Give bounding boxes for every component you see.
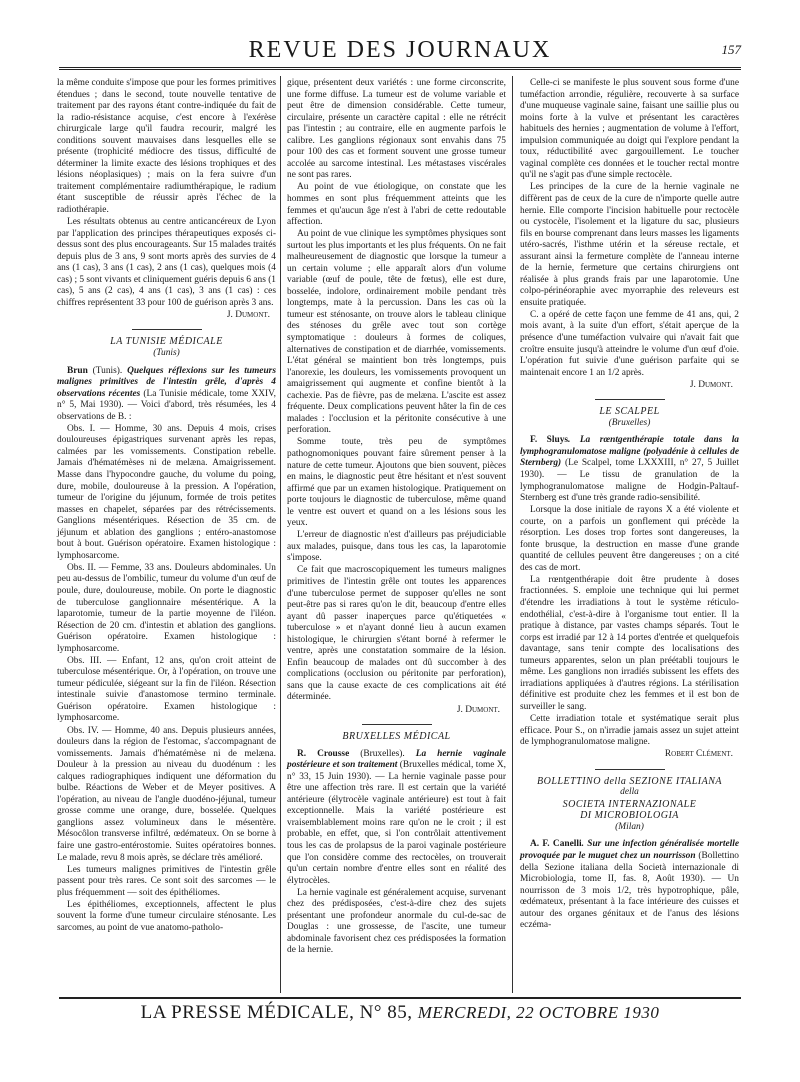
- section-title: LE SCALPEL: [599, 406, 660, 418]
- article-city: (Tunis).: [87, 365, 128, 376]
- author-signature: J. Dumont.: [689, 379, 733, 390]
- article-intro: [57, 366, 276, 424]
- page-header: [59, 36, 741, 66]
- section-title: BRUXELLES MÉDICAL: [342, 731, 451, 743]
- article-reference: (La Tunisie médicale, tome XXIV, n° 5, Mai 1930). — Voici d'abord, très résumées, les 4 observations de B. :: [57, 388, 276, 422]
- paragraph: Lorsque la dose initiale de rayons X a été violente et courte, on a parfois un gonflement qui précède la résorption. Les doses trop fortes sont dangereuses, la fonte brusque, la destruction en masse d'une grande quantité de cellules peuvent être dangereuses ; on a cité des cas de mort.: [520, 505, 739, 573]
- column-divider: [512, 76, 513, 993]
- section-rule: [132, 329, 202, 330]
- column-divider: [280, 76, 281, 993]
- paragraph: Les principes de la cure de la hernie vaginale ne diffèrent pas de ceux de la cure de n'importe quelle autre hernie. Elle comporte l'incision habituelle pour rectocèle ou cystocèle, l'isolement et la ligature du sac, plusieurs fils en bourse comprenant dans leurs masses les ligaments utéro-sacrés, l'isthme utérin et la séreuse rectale, et assurant ainsi la fermeture complète de l'anneau interne de la hernie, fermeture que certains chirurgiens ont réalisée à plus grands frais par une laparotomie. Une colpo-périnéoraphie avec myorraphie des releveurs est ensuite pratiquée.: [520, 182, 739, 308]
- paragraph: Celle-ci se manifeste le plus souvent sous forme d'une tuméfaction arrondie, régulière, recouverte à sa surface d'une muqueuse vaginale saine, faisant une saillie plus ou moins forte à la vulve et présentant les caractères habituels des hernies ; augmentation de volume à l'effort, impulsion communiquée au doigt qui l'explore pendant la toux, réductibilité avec gargouillement. Le toucher vaginal complète ces données et le toucher rectal montre qu'il ne s'agit pas d'une simple rectocèle.: [520, 78, 739, 181]
- paragraph: Obs. II. — Femme, 33 ans. Douleurs abdominales. Un peu au-dessus de l'ombilic, tumeur du volume d'un œuf de poule, dure, douloureuse, mobile. On porte le diagnostic de tuberculose ganglionnaire mésentérique. A la laparotomie, tumeur de la partie moyenne de l'iléon. Résection de 20 cm. d'intestin et ablation des ganglions. Guérison opératoire. Examen histologique : lymphosarcome.: [57, 562, 276, 654]
- article-title: La hernie vaginale postérieure et son traitement: [287, 748, 506, 771]
- paragraph: Les résultats obtenus au centre anticancéreux de Lyon par l'application des principes thérapeutiques exposés ci-dessus sont des plus encourageants. Sur 15 malades traités depuis plus de 3 ans, 9 sont morts après des survies de 4 ans (1 cas), 3 ans (1 cas), 2 ans (1 cas), quelques mois (4 cas) ; 5 sont vivants et cliniquement guéris depuis 6 ans (1 cas), 5 ans (2 cas), 4 ans (1 cas), 3 ans (1 cas) : ces chiffres représentent 33 pour 100 de guérison après 3 ans.: [57, 217, 276, 308]
- section-subtitle: (Bruxelles): [608, 417, 651, 428]
- paragraph: Ce fait que macroscopiquement les tumeurs malignes primitives de l'intestin grêle ont toutes les apparences d'une tuberculose permet de supposer qu'elles ne sont peut-être pas si rares qu'on le dit, beaucoup d'entre elles ayant dû passer inaperçues parce qu'étiquetées « tuberculose » et n'ayant donné lieu à aucun examen histologique, le chirurgien s'étant borné à refermer le ventre, après une constatation sommaire de la lésion. Enfin beaucoup de malades ont dû succomber à des complications (occlusion ou péritonite par perforation), sans que la cause exacte de ces complications ait été déterminée.: [287, 565, 506, 703]
- article-author: Brun: [67, 365, 88, 376]
- section-subtitle: (Tunis): [153, 348, 180, 359]
- section-title-line: SOCIETA INTERNAZIONALE: [562, 798, 697, 810]
- article-title: Quelques réflexions sur les tumeurs malignes primitives de l'intestin grêle, d'après 4 observations récentes: [57, 365, 276, 399]
- header-rule: [59, 67, 741, 71]
- paragraph: Obs. III. — Enfant, 12 ans, qu'on croit atteint de tuberculose mésentérique. Or, à l'opération, on trouve une tumeur pédiculée, siégeant sur la fin de l'iléon. Résection intestinale suivie d'anastomose termino terminale. Guérison opératoire. Examen histologique : lymphosarcome.: [57, 655, 276, 724]
- author-signature: J. Dumont.: [226, 309, 270, 320]
- column-middle: [287, 78, 506, 957]
- section-rule: [595, 399, 665, 400]
- article-author: F. Sluys: [530, 435, 569, 446]
- article-author: A. F. Canelli: [530, 839, 582, 850]
- article-title: . Sur une infection généralisée mortelle provoquée par le muguet chez un nourrisson: [520, 839, 739, 861]
- paragraph: Au point de vue étiologique, on constate que les hommes en sont plus fréquemment atteints que les femmes et qu'aucun âge n'est à l'abri de cette redoutable affection.: [287, 182, 506, 228]
- column-left: [57, 78, 276, 935]
- paragraph: Obs. IV. — Homme, 40 ans. Depuis plusieurs années, douleurs dans la région de l'estomac, s'accompagnant de vomissements. Jamais d'hématémèse ni de melæna. Douleur à la pression au niveau du duodénum : les calques radiographiques indiquent une déformation du bulbe. Réactions de Weber et de Meyer positives. A l'opération, au niveau de l'angle duodéno-jéjunal, tumeur grosse comme une orange, dure, bosselée. Quelques ganglions assez volumineux dans le mésentère. Mésocôlon transverse infiltré, œdémateux. On se borne à faire une gastro-entérostomie. Suites opératoires bonnes. Le malade, revu 8 mois après, se déclare très amélioré.: [57, 725, 276, 863]
- paragraph: Somme toute, très peu de symptômes pathognomoniques pouvant faire sûrement penser à la nature de cette tumeur. Ajoutons que bien souvent, pièces en mains, le diagnostic peut être hésitant et n'est souvent affirmé que par un examen histologique. Pratiquement on porte toujours le diagnostic de tuberculose, même quand le ventre est ouvert et quand on a les lésions sous les yeux.: [287, 437, 506, 529]
- article-reference: (Le Scalpel, tome LXXXIII, n° 27, 5 Juillet 1930). — Le tissu de granulation de la lymphogranulomatose maligne de Hodgin-Paltauf-Sternberg est d'une très grande radio-sensibilité.: [520, 458, 739, 504]
- section-title-line: DI MICROBIOLOGIA: [580, 810, 679, 822]
- section-title: LA TUNISIE MÉDICALE: [110, 336, 223, 348]
- article-title: . La rœntgenthérapie totale dans la lymphogranulomatose maligne (polyadénie à cellules de Sternberg): [520, 435, 739, 469]
- author-signature: Robert Clément.: [664, 749, 733, 760]
- section-rule: [362, 724, 432, 725]
- article-intro: [520, 839, 739, 931]
- author-signature: J. Dumont.: [456, 704, 500, 715]
- footer-rule: [59, 997, 741, 999]
- page-footer: [59, 1002, 741, 1024]
- paragraph: L'erreur de diagnostic n'est d'ailleurs pas préjudiciable aux malades, puisque, dans tous les cas, la laparotomie s'impose.: [287, 530, 506, 564]
- paragraph: La rœntgenthérapie doit être prudente à doses fractionnées. S. emploie une technique qui lui permet d'étendre les irradiations à tout le système réticulo-endothélial, c'est-à-dire à l'organisme tout entier. Il la pratique à distance, par vastes champs séparés. Tout le corps est irradié par 12 à 14 portes d'entrée et quelquefois davantage, sans tenir compte des localisations des tumeurs apparentes, selon un plan préétabli toujours le même. Les ganglions non irradiés subissent les effets des irradiations appliquées à d'autres régions. La stérilisation définitive est produite chez les femmes et il est bon de surveiller le sang.: [520, 574, 739, 712]
- paragraph: gique, présentent deux variétés : une forme circonscrite, une forme diffuse. La tumeur est de volume variable et peut être de dimension considérable. Cette tumeur, circulaire, présente un caractère capital : elle ne rétrécit pas l'intestin ; au contraire, elle en augmente parfois le calibre. Les ganglions régionaux sont envahis dans 75 pour 100 des cas et forment souvent une grosse tumeur accolée au sarcome intestinal. Les métastases viscérales ne sont pas rares.: [287, 78, 506, 181]
- paragraph: la même conduite s'impose que pour les formes primitives étendues ; dans le second, toute nouvelle tentative de traitement par des rayons étant contre-indiquée du fait de la radio-résistance acquise, c'est encore à l'exérèse chirurgicale large qu'il faudra recourir, malgré les conditions souvent mauvaises dans lesquelles elle se présente (trophicité médiocre des tissus, difficulté de déterminer la limite exacte des lésions trophiques et des lésions néoplasiques) ; mais on la fera suivre d'un traitement complémentaire radiumthérapique, le radium étant susceptible de réussir après l'échec de la radiothérapie.: [57, 78, 276, 216]
- section-subtitle: (Milan): [615, 821, 644, 832]
- footer-date: MERCREDI, 22 OCTOBRE 1930: [417, 1003, 660, 1022]
- paragraph: Les tumeurs malignes primitives de l'intestin grêle passent pour très rares. Ce sont soit des sarcomes — le plus fréquemment — soit des épithéliomes.: [57, 864, 276, 898]
- journal-section-title: REVUE DES JOURNAUX: [248, 37, 552, 63]
- article-intro: [520, 435, 739, 504]
- article-city: (Bruxelles).: [349, 748, 416, 759]
- section-title-line: della: [620, 787, 639, 798]
- footer-journal: LA PRESSE MÉDICALE, N° 85,: [140, 1002, 418, 1023]
- section-rule: [595, 769, 665, 770]
- paragraph: Obs. I. — Homme, 30 ans. Depuis 4 mois, crises douloureuses épigastriques survenant après les repas, calmées par les vomissements. Constipation rebelle. Jamais d'hématémèses ni de melæna. Amaigrissement. Masse dans l'hypocondre gauche, du volume du poing, dure, mobile, douloureuse à la pression. A l'opération, tumeur de l'origine du jéjunum, formée de trois petites masses en chapelet, séparées par des rétrécissements. Ganglions mésentériques. Résection de 35 cm. de jéjunum et ablation des ganglions ; entéro-anastomose bout à bout. Guérison opératoire. Examen histologique : lymphosarcome.: [57, 423, 276, 561]
- page-number: 157: [721, 42, 741, 57]
- column-right: [520, 78, 739, 932]
- article-author: R. Crousse: [297, 748, 350, 759]
- section-title-line: BOLLETTINO della SEZIONE ITALIANA: [537, 775, 722, 787]
- article-reference: (Bollettino della Sezione italiana della Società internazionale di Microbiologia, tome II, fas. 8, Août 1930). — Un nourrisson de 3 mois 1/2, très hypotrophique, pâle, œdémateux, présentant à la face intérieure des cuisses et autour des organes génitaux et de l'anus des lésions eczéma-: [520, 850, 739, 931]
- article-reference: (Bruxelles médical, tome X, n° 33, 15 Juin 1930). — La hernie vaginale passe pour être une affection très rare. Il est certain que la variété antérieure (élytrocèle vaginale antérieure) est tout à fait exceptionnelle. Mais la variété postérieure est vraisemblablement moins rare qu'on ne le croit ; il est probable, en effet, que, si l'on contrôlait attentivement tous les cas de prolapsus de la paroi vaginale postérieure que l'on considère comme des rectocèles, on trouverait qu'un certain nombre d'entre elles sont en réalité des élytrocèles.: [287, 760, 506, 886]
- paragraph: Les épithéliomes, exceptionnels, affectent le plus souvent la forme d'une tumeur circulaire sténosante. Les sarcomes, au point de vue anatomo-patholo-: [57, 899, 276, 933]
- paragraph: C. a opéré de cette façon une femme de 41 ans, qui, 2 mois avant, à la suite d'un effort, s'était aperçue de la présence d'une tuméfaction vulvaire qui n'avait fait que croître ensuite jusqu'à atteindre le volume d'un œuf d'oie. L'opération fut suivie d'une guérison parfaite qui se maintenait encore 1 an 1/2 après.: [520, 309, 739, 378]
- article-intro: [287, 749, 506, 888]
- paragraph: La hernie vaginale est généralement acquise, survenant chez des prédisposées, c'est-à-dire chez des sujets présentant une profondeur anormale du cul-de-sac de Douglas : une grossesse, de l'ascite, une tumeur abdominale favorisent chez ces prédisposées la formation de la hernie.: [287, 887, 506, 956]
- paragraph: Cette irradiation totale et systématique serait plus efficace. Pour S., on n'irradie jamais assez un sujet atteint de lymphogranulomatose maligne.: [520, 713, 739, 748]
- paragraph: Au point de vue clinique les symptômes physiques sont surtout les plus importants et les plus fréquents. On ne fait malheureusement de diagnostic que lorsque la tumeur a un certain volume ; elle apparaît alors d'un volume variable (œuf de poule, tête de fœtus), elle est dure, bosselée, indolore, ordinairement mobile pendant très longtemps, mate à la percussion. Dans les cas où la tumeur est sténosante, on trouve alors le tableau clinique des sténoses du grêle avec tout son cortège symptomatique : douleurs à formes de coliques, alternatives de constipation et de diarrhée, vomissements. L'état général se maintient bon très longtemps, puis l'anorexie, les douleurs, les vomissements provoquent un amaigrissement qui augmente et confine bientôt à la cachexie. Pas de fièvre, pas de melæna. L'ascite est assez fréquente. Deux complications peuvent hâter la fin de ces malades : l'occlusion et la péritonite consécutive à une perforation.: [287, 229, 506, 436]
